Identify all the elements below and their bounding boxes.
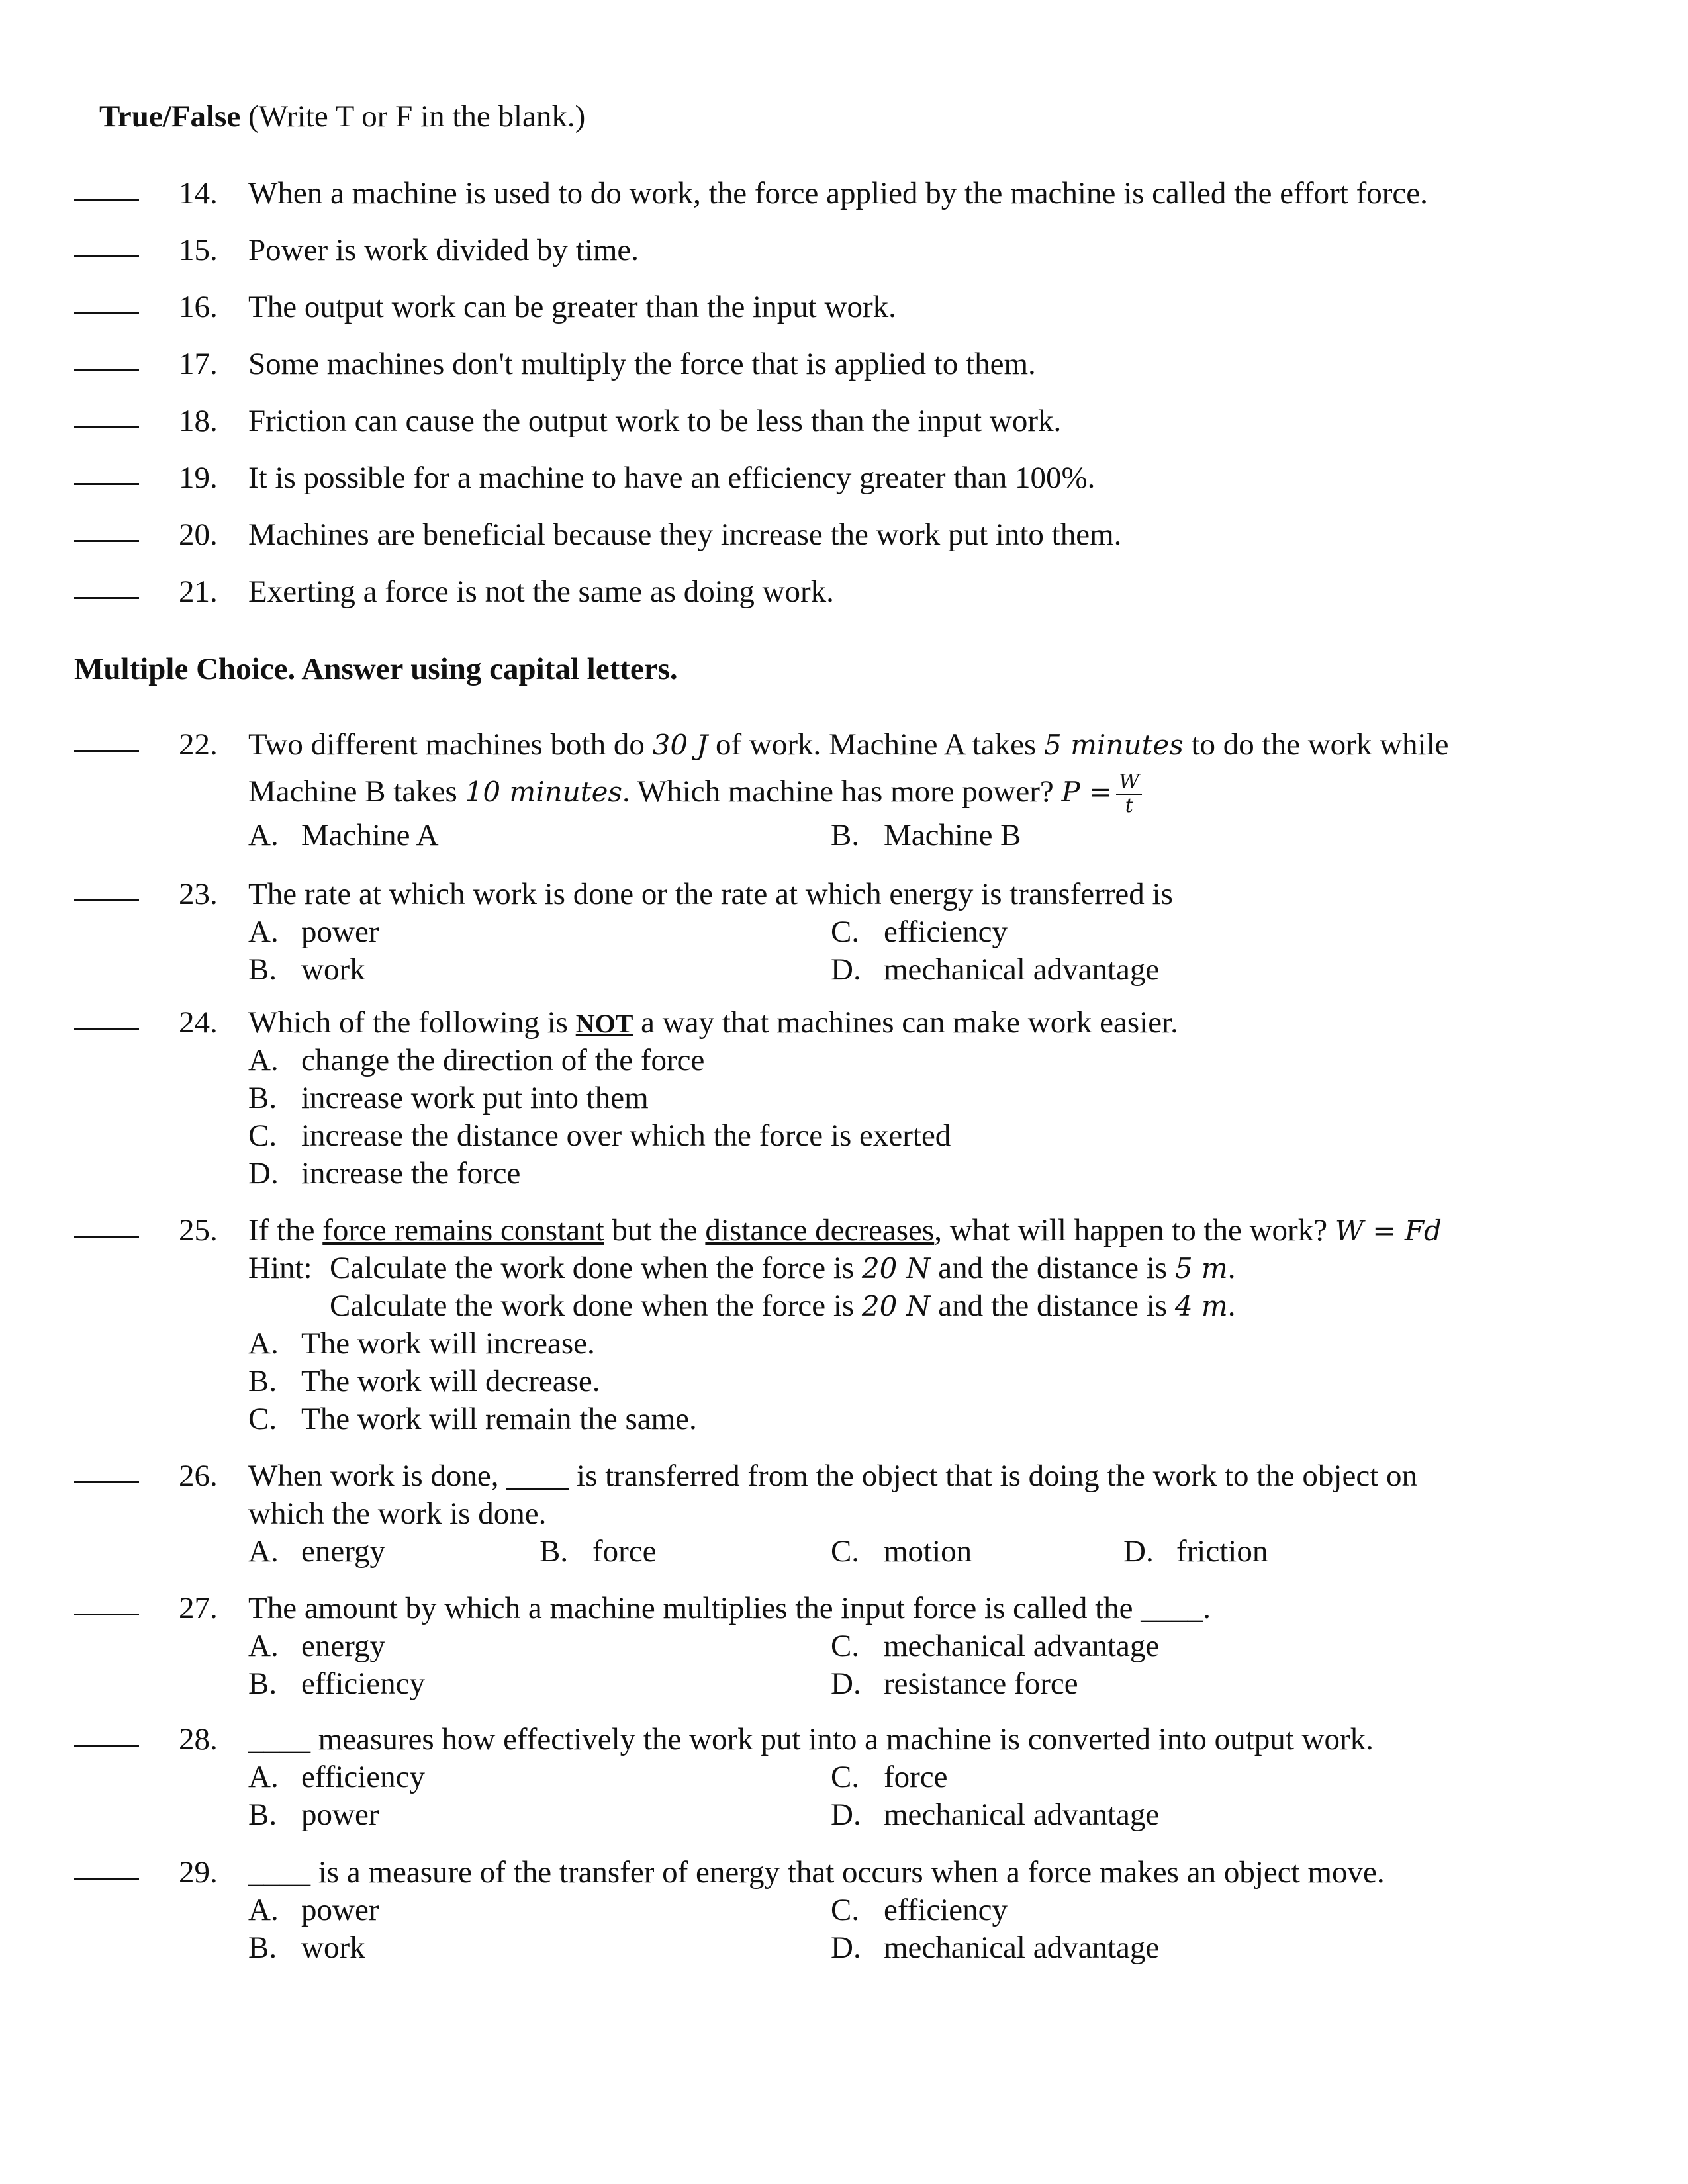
answer-blank[interactable] bbox=[74, 234, 139, 257]
option-d: D. friction bbox=[1123, 1534, 1268, 1569]
question-text: When a machine is used to do work, the force applied by the machine is called the effort force. bbox=[248, 176, 1428, 210]
question-text-line-1: When work is done, ____ is transferred from the object that is doing the work to the object on bbox=[248, 1459, 1417, 1493]
power-fraction: $\frac{W}{t}$ bbox=[1116, 771, 1142, 817]
option-d: D. mechanical advantage bbox=[831, 1797, 1160, 1832]
option-a: A. change the direction of the force bbox=[248, 1043, 705, 1077]
question-number: 22. bbox=[179, 727, 218, 762]
question-number: 26. bbox=[179, 1459, 218, 1493]
question-number: 16. bbox=[179, 290, 218, 324]
question-text: ____ is a measure of the transfer of energy that occurs when a force makes an object move. bbox=[248, 1855, 1385, 1889]
option-d: D. mechanical advantage bbox=[831, 1931, 1160, 1965]
question-text: The output work can be greater than the input work. bbox=[248, 290, 896, 324]
option-b: B. efficiency bbox=[248, 1666, 426, 1701]
question-text: Which of the following is NOT a way that machines can make work easier. bbox=[248, 1005, 1178, 1040]
question-number: 14. bbox=[179, 176, 218, 210]
question-number: 15. bbox=[179, 233, 218, 267]
answer-blank[interactable] bbox=[74, 576, 139, 599]
question-text: The amount by which a machine multiplies the input force is called the ____. bbox=[248, 1591, 1211, 1625]
emphasis-not: NOT bbox=[575, 1009, 633, 1038]
option-a: A. efficiency bbox=[248, 1760, 426, 1794]
option-b: B. force bbox=[539, 1534, 657, 1569]
question-text-line-2: which the work is done. bbox=[248, 1496, 547, 1531]
option-b: B. power bbox=[248, 1797, 379, 1832]
answer-blank[interactable] bbox=[74, 291, 139, 314]
question-text-line-1: Two different machines both do 30 J of work. Machine A takes 5 minutes to do the work while bbox=[248, 727, 1449, 762]
option-c: C. efficiency bbox=[831, 1893, 1008, 1927]
answer-blank[interactable] bbox=[74, 462, 139, 485]
option-b: B. work bbox=[248, 952, 365, 987]
question-number: 20. bbox=[179, 518, 218, 552]
question-text: Machines are beneficial because they increase the work put into them. bbox=[248, 518, 1122, 552]
question-number: 25. bbox=[179, 1213, 218, 1248]
option-b: B. increase work put into them bbox=[248, 1081, 649, 1115]
question-number: 24. bbox=[179, 1005, 218, 1040]
true-false-heading bbox=[99, 98, 585, 136]
option-a: A. energy bbox=[248, 1534, 386, 1569]
option-c: C. force bbox=[831, 1760, 948, 1794]
multiple-choice-heading: Multiple Choice. Answer using capital letters. bbox=[74, 652, 678, 686]
answer-blank[interactable] bbox=[74, 1856, 139, 1880]
hint-line-2: Calculate the work done when the force is 20 N and the distance is 4 m. bbox=[330, 1289, 1236, 1323]
answer-blank[interactable] bbox=[74, 1007, 139, 1030]
hint-label: Hint: bbox=[248, 1251, 312, 1285]
question-text: Some machines don't multiply the force that is applied to them. bbox=[248, 347, 1036, 381]
option-a: A. power bbox=[248, 915, 379, 949]
question-text-line-2: Machine B takes 10 minutes. Which machine has more power? P = $\frac{W}{t}$ bbox=[248, 771, 1585, 817]
option-d: D. mechanical advantage bbox=[831, 952, 1160, 987]
question-number: 18. bbox=[179, 404, 218, 438]
answer-blank[interactable] bbox=[74, 177, 139, 201]
answer-blank[interactable] bbox=[74, 519, 139, 542]
answer-blank[interactable] bbox=[74, 348, 139, 371]
question-text: It is possible for a machine to have an efficiency greater than 100%. bbox=[248, 461, 1096, 495]
answer-blank[interactable] bbox=[74, 729, 139, 752]
true-false-instruction: (Write T or F in the blank.) bbox=[248, 99, 586, 134]
question-text: The rate at which work is done or the rate at which energy is transferred is bbox=[248, 877, 1173, 911]
option-c: C. The work will remain the same. bbox=[248, 1402, 697, 1436]
question-number: 21. bbox=[179, 574, 218, 609]
option-c: C. efficiency bbox=[831, 915, 1008, 949]
option-c: C. mechanical advantage bbox=[831, 1629, 1160, 1663]
question-number: 17. bbox=[179, 347, 218, 381]
answer-blank[interactable] bbox=[74, 878, 139, 901]
answer-blank[interactable] bbox=[74, 405, 139, 428]
question-number: 28. bbox=[179, 1722, 218, 1756]
option-a: A. power bbox=[248, 1893, 379, 1927]
work-formula: W = Fd bbox=[1335, 1214, 1442, 1247]
true-false-title: True/False bbox=[99, 99, 241, 134]
option-a: A. Machine A bbox=[248, 818, 439, 852]
question-number: 19. bbox=[179, 461, 218, 495]
question-number: 27. bbox=[179, 1591, 218, 1625]
answer-blank[interactable] bbox=[74, 1592, 139, 1615]
question-text: Power is work divided by time. bbox=[248, 233, 639, 267]
answer-blank[interactable] bbox=[74, 1460, 139, 1483]
option-c: C. motion bbox=[831, 1534, 972, 1569]
hint-line-1: Calculate the work done when the force is 20 N and the distance is 5 m. bbox=[330, 1251, 1236, 1285]
option-a: A. energy bbox=[248, 1629, 386, 1663]
question-text: ____ measures how effectively the work put into a machine is converted into output work. bbox=[248, 1722, 1374, 1756]
option-d: D. resistance force bbox=[831, 1666, 1078, 1701]
option-b: B. Machine B bbox=[831, 818, 1021, 852]
answer-blank[interactable] bbox=[74, 1214, 139, 1238]
question-text: Friction can cause the output work to be less than the input work. bbox=[248, 404, 1062, 438]
option-c: C. increase the distance over which the force is exerted bbox=[248, 1118, 951, 1153]
option-b: B. work bbox=[248, 1931, 365, 1965]
question-number: 23. bbox=[179, 877, 218, 911]
option-a: A. The work will increase. bbox=[248, 1326, 595, 1361]
answer-blank[interactable] bbox=[74, 1723, 139, 1747]
power-formula: P = bbox=[1061, 775, 1113, 808]
option-b: B. The work will decrease. bbox=[248, 1364, 600, 1398]
question-text: Exerting a force is not the same as doing work. bbox=[248, 574, 834, 609]
option-d: D. increase the force bbox=[248, 1156, 521, 1191]
question-number: 29. bbox=[179, 1855, 218, 1889]
question-text: If the force remains constant but the distance decreases, what will happen to the work? W = Fd bbox=[248, 1213, 1442, 1248]
